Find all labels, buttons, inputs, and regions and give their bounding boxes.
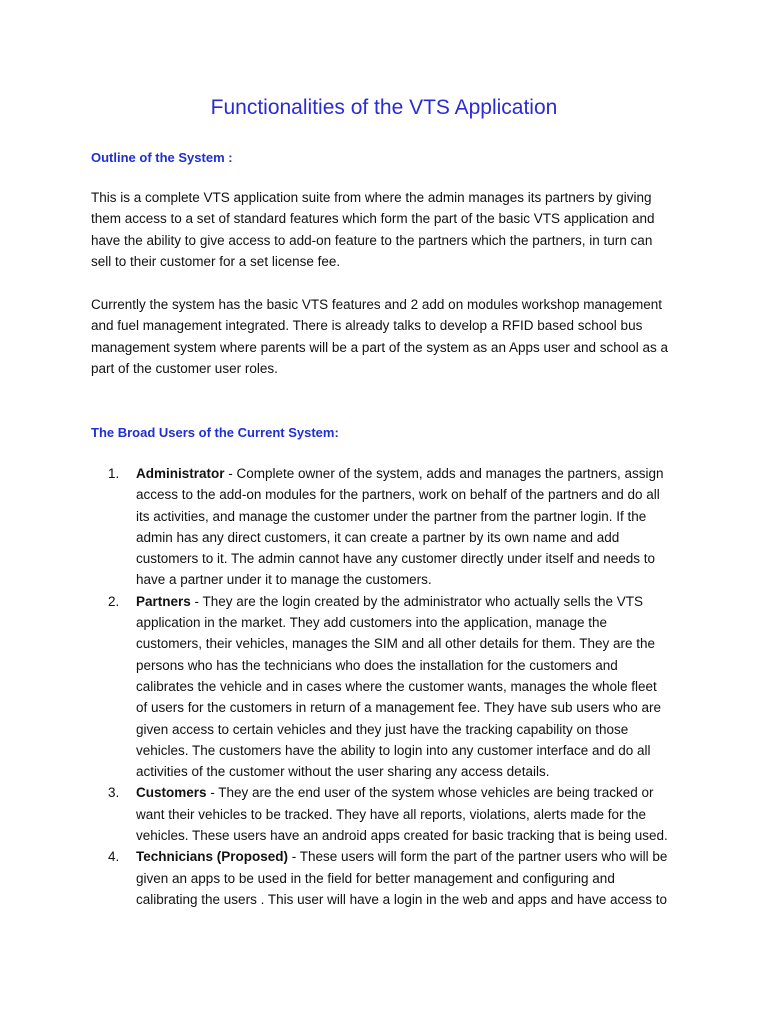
list-item-line: want their vehicles to be tracked. They have all reports, violations, alerts made for the <box>136 806 647 822</box>
list-item-line: have a partner under it to manage the customers. <box>136 572 432 588</box>
list-item-technicians <box>108 846 708 910</box>
list-number: 4. <box>108 849 120 865</box>
paragraph-line: and fuel management integrated. There is already talks to develop a RFID based school bus <box>91 318 643 334</box>
list-item-term: Partners <box>136 593 191 609</box>
list-number: 3. <box>108 785 120 801</box>
list-item-text: - They are the end user of the system whose vehicles are being tracked or <box>206 785 654 801</box>
paragraph-line: Currently the system has the basic VTS features and 2 add on modules workshop management <box>91 297 663 312</box>
current-system-paragraph <box>91 294 691 379</box>
list-item-line: customers, their vehicles, manages the SIM and all other details for them. They are the <box>136 636 656 652</box>
paragraph-line: have the ability to give access to add-on feature to the partners which the partners, in turn can <box>91 232 653 248</box>
list-item-text: - They are the login created by the administrator who actually sells the VTS <box>190 593 644 609</box>
list-item-line: admin has any direct customers, it can create a partner by its own name and add <box>136 529 620 545</box>
paragraph-line: This is a complete VTS application suite from where the admin manages its partners by giving <box>91 190 652 205</box>
list-item-line: calibrating the users . This user will have a login in the web and apps and have access to <box>136 891 668 907</box>
list-item-line: vehicles. The customers have the ability to login into any customer interface and do all <box>136 742 651 758</box>
list-item-administrator <box>108 463 708 591</box>
users-list <box>108 463 708 910</box>
list-number: 2. <box>108 593 120 609</box>
list-item-term: Administrator <box>136 466 225 481</box>
document-title: Functionalities of the VTS Application <box>210 96 558 119</box>
list-item-term: Technicians (Proposed) <box>136 849 289 865</box>
list-item-line: its activities, and manage the customer under the partner from the partner login. If the <box>136 508 647 524</box>
list-item-line: given access to certain vehicles and they just have the tracking capability on those <box>136 721 629 737</box>
outline-heading: Outline of the System : <box>91 150 233 165</box>
list-item-line: application in the market. They add customers into the application, manage the <box>136 615 608 631</box>
list-item-line: access to the add-on modules for the partners, work on behalf of the partners and do all <box>136 487 660 503</box>
list-item-term: Customers <box>136 785 207 801</box>
paragraph-line: management system where parents will be a part of the system as an Apps user and school as a <box>91 339 669 355</box>
list-item-text: - These users will form the part of the partner users who will be <box>288 849 668 865</box>
list-number: 1. <box>108 466 120 481</box>
users-heading: The Broad Users of the Current System: <box>91 425 339 440</box>
paragraph-line: them access to a set of standard features which form the part of the basic VTS application and <box>91 211 655 227</box>
list-item-text: - Complete owner of the system, adds and manages the partners, assign <box>224 466 664 481</box>
outline-paragraph <box>91 187 691 272</box>
list-item-partners <box>108 591 708 783</box>
list-item-line: vehicles. These users have an android apps created for basic tracking that is being used. <box>136 828 668 844</box>
paragraph-line: part of the customer user roles. <box>91 360 278 376</box>
paragraph-line: sell to their customer for a set license fee. <box>91 253 341 269</box>
list-item-line: calibrates the vehicle and in cases where the customer wants, manages the whole fleet <box>136 678 657 694</box>
list-item-customers <box>108 782 708 846</box>
list-item-line: of users for the customers in return of a management fee. They have sub users who are <box>136 700 662 716</box>
list-item-line: activities of the customer without the user sharing any access details. <box>136 764 550 780</box>
list-item-line: persons who has the technicians who does the installation for the customers and <box>136 657 618 673</box>
list-item-line: customers to it. The admin cannot have any customer directly under itself and needs to <box>136 551 656 567</box>
list-item-line: given an apps to be used in the field for better management and configuring and <box>136 870 615 886</box>
